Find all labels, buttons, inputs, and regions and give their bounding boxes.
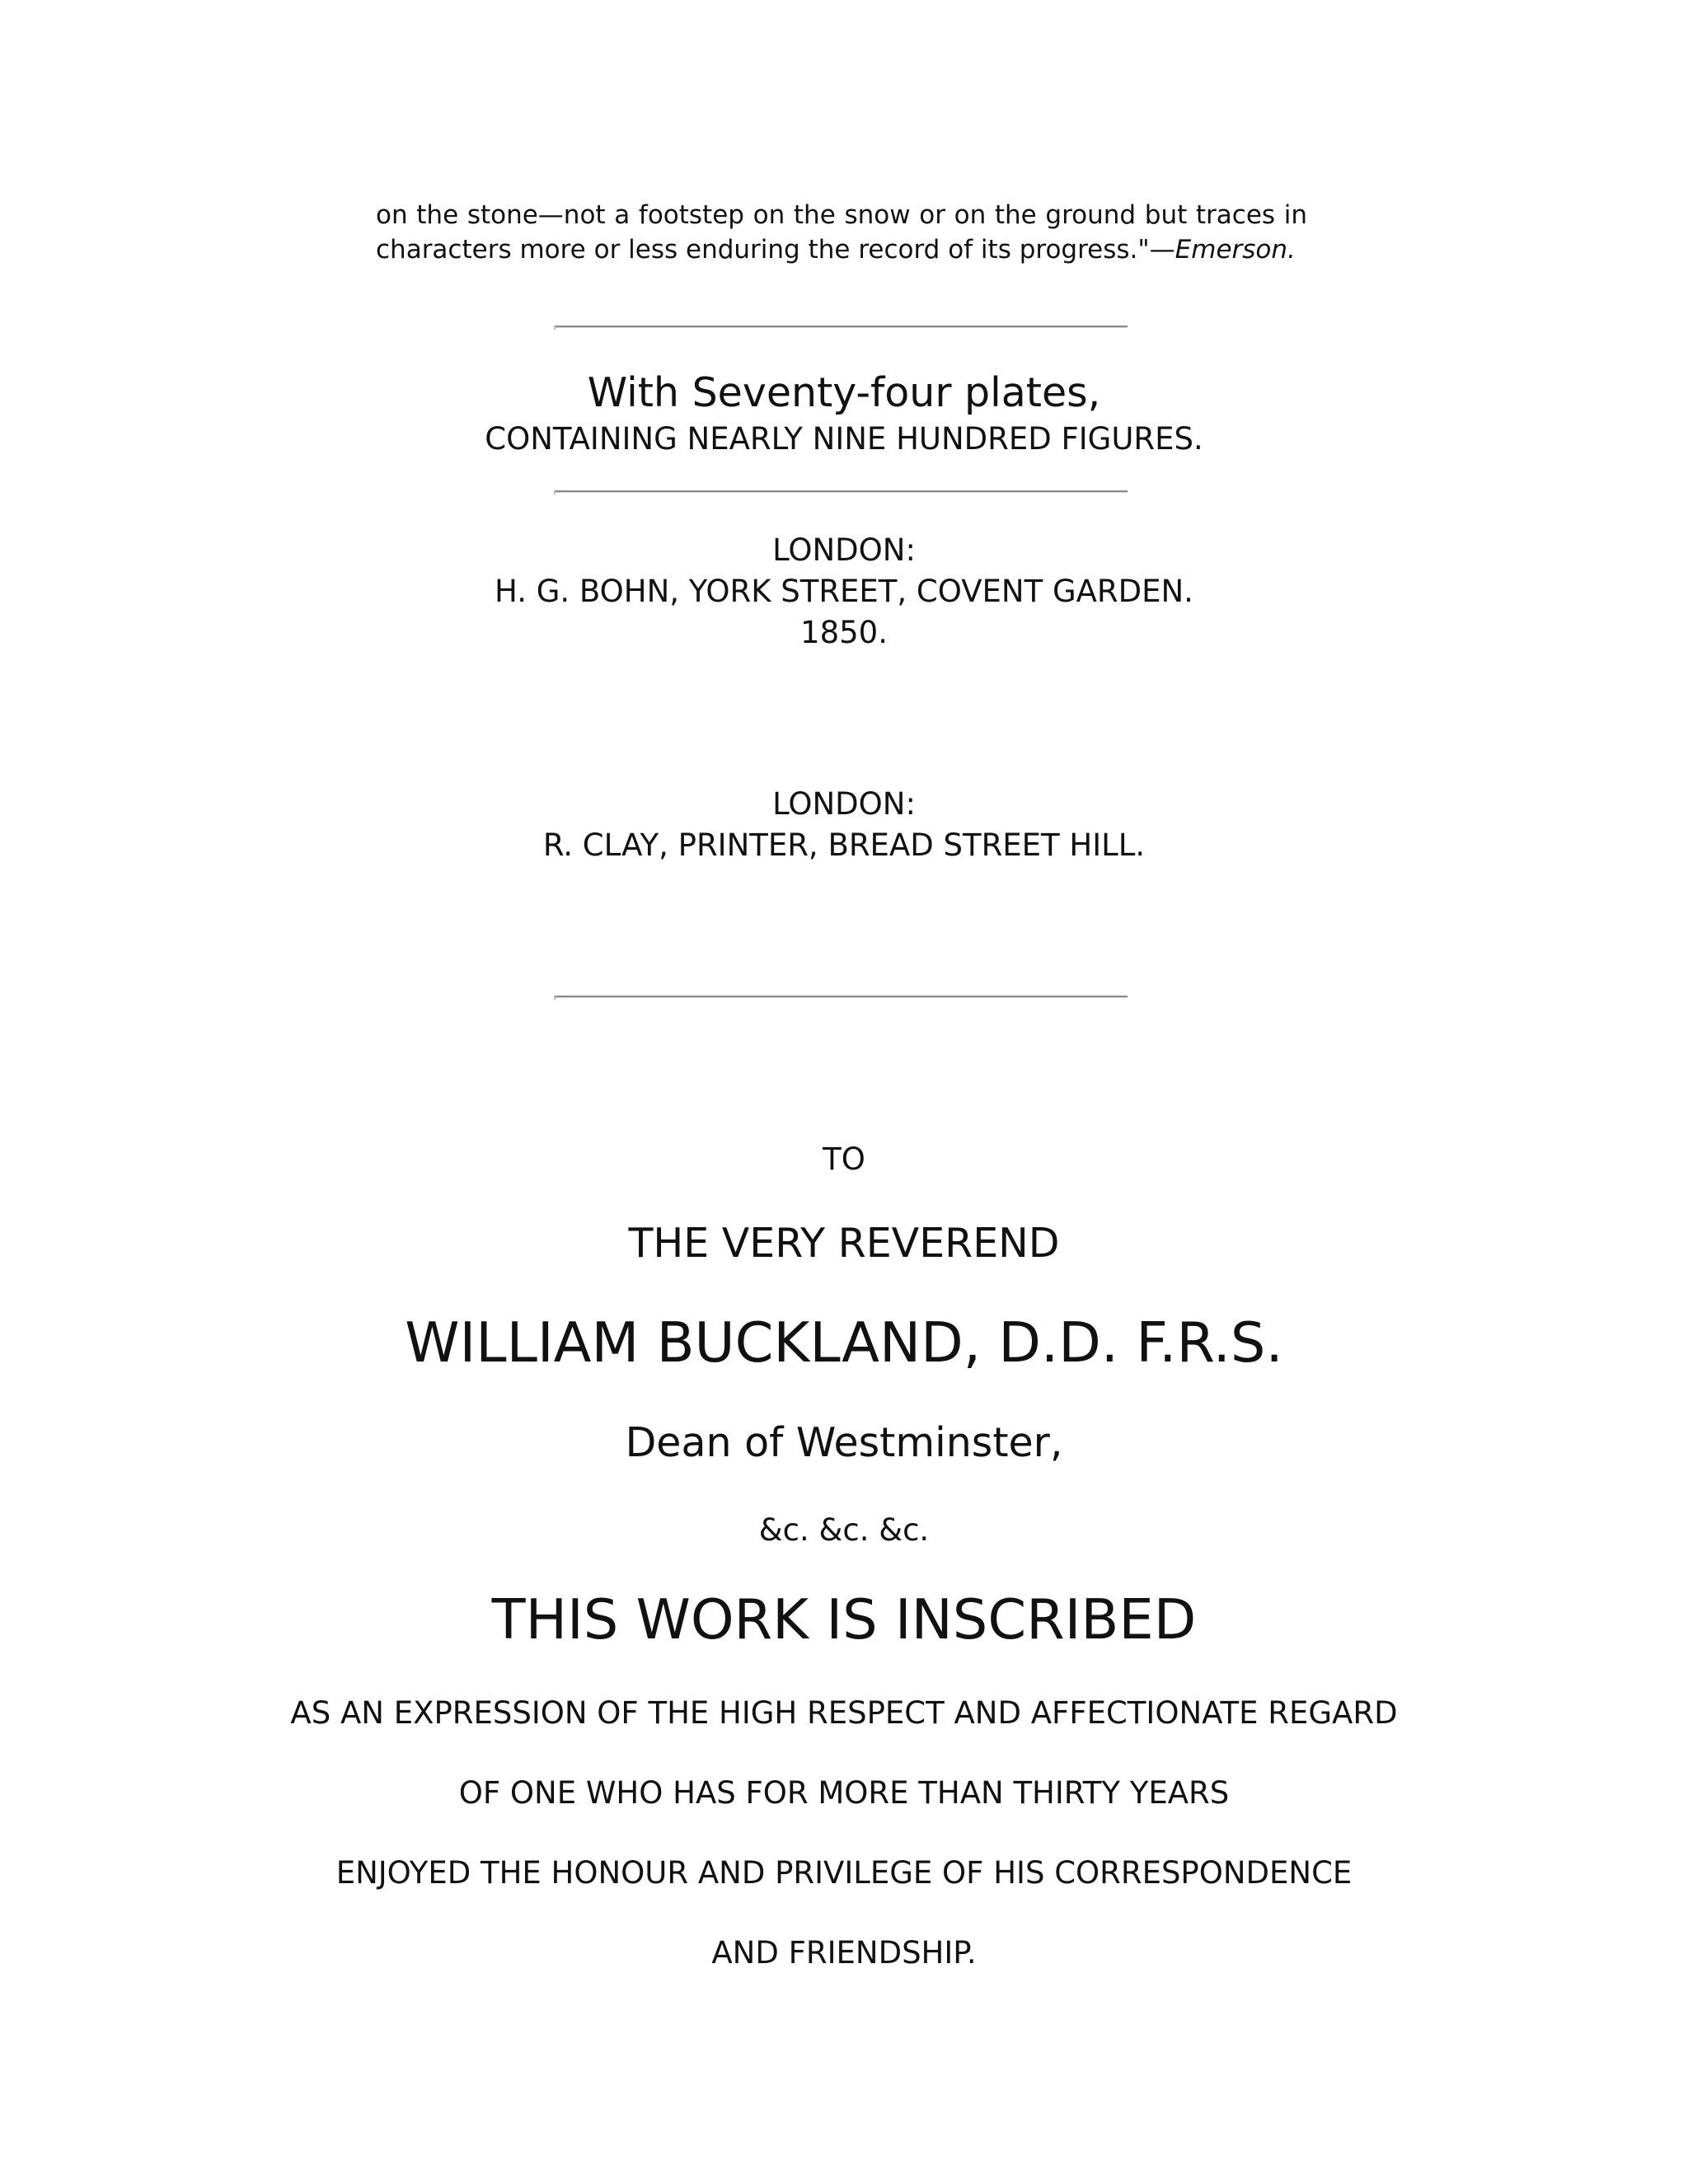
dedication-line-3: ENJOYED THE HONOUR AND PRIVILEGE OF HIS CORRESPONDENCE — [335, 1855, 1353, 1891]
plates-title: With Seventy-four plates, — [587, 369, 1101, 416]
dedication-line-2: OF ONE WHO HAS FOR MORE THAN THIRTY YEARS — [458, 1775, 1230, 1811]
epigraph-quote — [376, 198, 1307, 267]
divider-rule-2 — [555, 490, 1128, 493]
dedication-line-4: AND FRIENDSHIP. — [711, 1935, 977, 1971]
imprint-publisher: H. G. BOHN, YORK STREET, COVENT GARDEN. — [495, 574, 1193, 609]
dedication-name: WILLIAM BUCKLAND, D.D. F.R.S. — [405, 1310, 1283, 1375]
printer-name: R. CLAY, PRINTER, BREAD STREET HILL. — [542, 827, 1146, 863]
dedication-to: TO — [823, 1141, 865, 1177]
dedication-line-1: AS AN EXPRESSION OF THE HIGH RESPECT AND AFFECTIONATE REGARD — [290, 1695, 1398, 1731]
epigraph-line-2-text: characters more or less enduring the record of its progress."— — [376, 235, 1175, 265]
epigraph-attribution: Emerson. — [1175, 235, 1296, 265]
epigraph-line-2 — [376, 232, 1307, 267]
imprint-year: 1850. — [800, 615, 888, 650]
dedication-inscribed: THIS WORK IS INSCRIBED — [491, 1587, 1197, 1652]
printer-city: LONDON: — [772, 786, 916, 822]
divider-rule-3 — [555, 996, 1128, 998]
epigraph-line-1: on the stone—not a footstep on the snow or on the ground but traces in — [376, 200, 1307, 230]
divider-rule-1 — [555, 326, 1128, 328]
plates-subtitle: CONTAINING NEARLY NINE HUNDRED FIGURES. — [485, 421, 1203, 457]
dedication-honorific: THE VERY REVEREND — [628, 1220, 1060, 1267]
dedication-etc: &c. &c. &c. — [758, 1512, 930, 1548]
dedication-title: Dean of Westminster, — [625, 1419, 1063, 1466]
imprint-city: LONDON: — [772, 532, 916, 568]
